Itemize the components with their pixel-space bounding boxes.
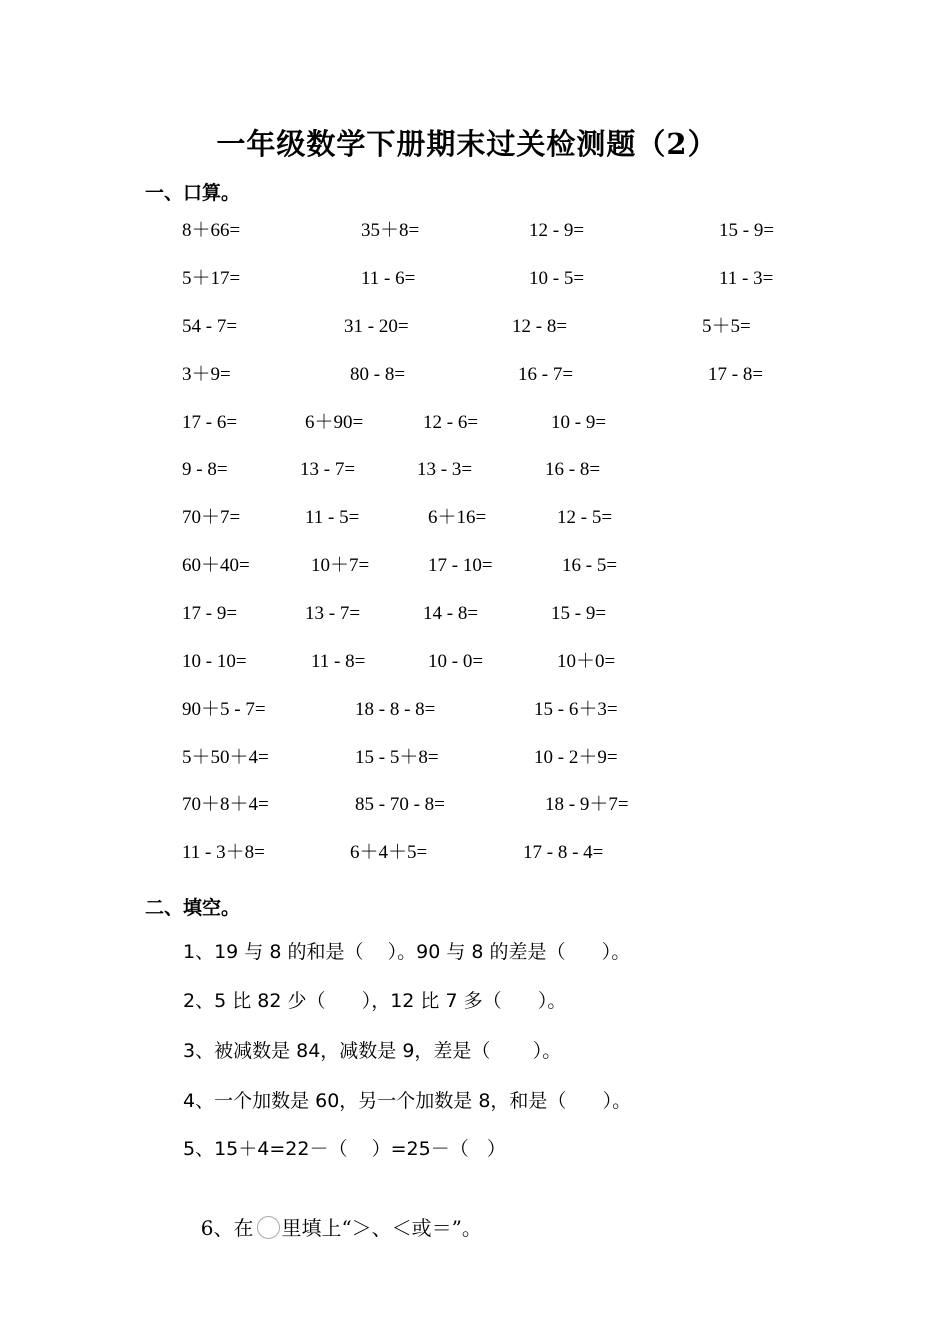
fill-item-3: 3、被减数是 84，减数是 9，差是（ ）。 — [183, 1040, 562, 1062]
mental-math-problem: 11 - 6= — [361, 268, 416, 289]
mental-math-problem: 80 - 8= — [350, 364, 406, 385]
mental-math-problem: 16 - 5= — [562, 555, 618, 576]
mental-math-row — [0, 218, 950, 244]
mental-math-problem: 17 - 6= — [182, 412, 238, 433]
mental-math-row — [0, 457, 950, 483]
mental-math-problem: 70＋8＋4= — [182, 794, 269, 815]
mental-math-problem: 12 - 6= — [423, 412, 479, 433]
mental-math-problem: 35＋8= — [361, 220, 420, 241]
fill-item-4: 4、一个加数是 60，另一个加数是 8，和是（ ）。 — [183, 1090, 632, 1112]
mental-math-problem: 10 - 0= — [428, 651, 484, 672]
mental-math-problem: 13 - 7= — [305, 603, 361, 624]
fill-item-5: 5、15＋4=22－（ ）=25－（ ） — [183, 1138, 506, 1160]
mental-math-row — [0, 601, 950, 627]
mental-math-problem: 10＋0= — [557, 651, 616, 672]
mental-math-row — [0, 745, 950, 771]
mental-math-problem: 14 - 8= — [423, 603, 479, 624]
mental-math-problem: 17 - 8 - 4= — [523, 842, 604, 863]
mental-math-row — [0, 505, 950, 531]
fill-item-6-prefix: 6、在 — [200, 1216, 254, 1240]
mental-math-problem: 5＋5= — [702, 316, 751, 337]
mental-math-problem: 17 - 9= — [182, 603, 238, 624]
mental-math-problem: 15 - 6＋3= — [534, 699, 618, 720]
mental-math-problem: 17 - 10= — [428, 555, 493, 576]
fill-item-6-suffix: 里填上“＞、＜或＝”。 — [281, 1216, 482, 1240]
mental-math-row — [0, 314, 950, 340]
mental-math-problem: 3＋9= — [182, 364, 231, 385]
mental-math-problem: 60＋40= — [182, 555, 250, 576]
mental-math-row — [0, 266, 950, 292]
mental-math-problem: 18 - 9＋7= — [545, 794, 629, 815]
mental-math-problem: 16 - 7= — [518, 364, 574, 385]
mental-math-row — [0, 840, 950, 866]
mental-math-problem: 9 - 8= — [182, 459, 228, 480]
mental-math-row — [0, 362, 950, 388]
mental-math-row — [0, 553, 950, 579]
mental-math-row — [0, 410, 950, 436]
mental-math-row — [0, 792, 950, 818]
mental-math-problem: 6＋90= — [305, 412, 364, 433]
mental-math-problem: 16 - 8= — [545, 459, 601, 480]
mental-math-problem: 13 - 3= — [417, 459, 473, 480]
mental-math-problem: 15 - 9= — [551, 603, 607, 624]
mental-math-problem: 8＋66= — [182, 220, 241, 241]
section-heading-fill-blanks: 二、填空。 — [145, 897, 241, 919]
mental-math-row — [0, 649, 950, 675]
mental-math-problem: 6＋16= — [428, 507, 487, 528]
mental-math-problem: 11 - 8= — [311, 651, 366, 672]
mental-math-problem: 5＋17= — [182, 268, 241, 289]
mental-math-problem: 10＋7= — [311, 555, 370, 576]
mental-math-problem: 10 - 2＋9= — [534, 747, 618, 768]
mental-math-problem: 17 - 8= — [708, 364, 764, 385]
fill-item-1: 1、19 与 8 的和是（ ）。90 与 8 的差是（ ）。 — [183, 941, 631, 963]
mental-math-problem: 31 - 20= — [344, 316, 409, 337]
mental-math-problem: 15 - 9= — [719, 220, 775, 241]
mental-math-problem: 15 - 5＋8= — [355, 747, 439, 768]
mental-math-problem: 11 - 3= — [719, 268, 774, 289]
mental-math-problem: 12 - 8= — [512, 316, 568, 337]
mental-math-row — [0, 697, 950, 723]
mental-math-problem: 54 - 7= — [182, 316, 238, 337]
mental-math-problem: 10 - 5= — [529, 268, 585, 289]
mental-math-problem: 11 - 3＋8= — [182, 842, 265, 863]
mental-math-problem: 12 - 5= — [557, 507, 613, 528]
circle-blank-icon — [257, 1216, 280, 1239]
mental-math-problem: 18 - 8 - 8= — [355, 699, 436, 720]
mental-math-problem: 85 - 70 - 8= — [355, 794, 445, 815]
mental-math-problem: 5＋50＋4= — [182, 747, 269, 768]
mental-math-problem: 13 - 7= — [300, 459, 356, 480]
mental-math-problem: 10 - 10= — [182, 651, 247, 672]
fill-item-6 — [188, 1186, 482, 1242]
mental-math-problem: 6＋4＋5= — [350, 842, 428, 863]
mental-math-problem: 11 - 5= — [305, 507, 360, 528]
page-title: 一年级数学下册期末过关检测题（2） — [216, 127, 718, 161]
section-heading-mental-math: 一、口算。 — [145, 182, 241, 204]
fill-item-2: 2、5 比 82 少（ ），12 比 7 多（ ）。 — [183, 990, 567, 1012]
mental-math-problem: 70＋7= — [182, 507, 241, 528]
mental-math-problem: 12 - 9= — [529, 220, 585, 241]
mental-math-problem: 90＋5 - 7= — [182, 699, 266, 720]
mental-math-problem: 10 - 9= — [551, 412, 607, 433]
